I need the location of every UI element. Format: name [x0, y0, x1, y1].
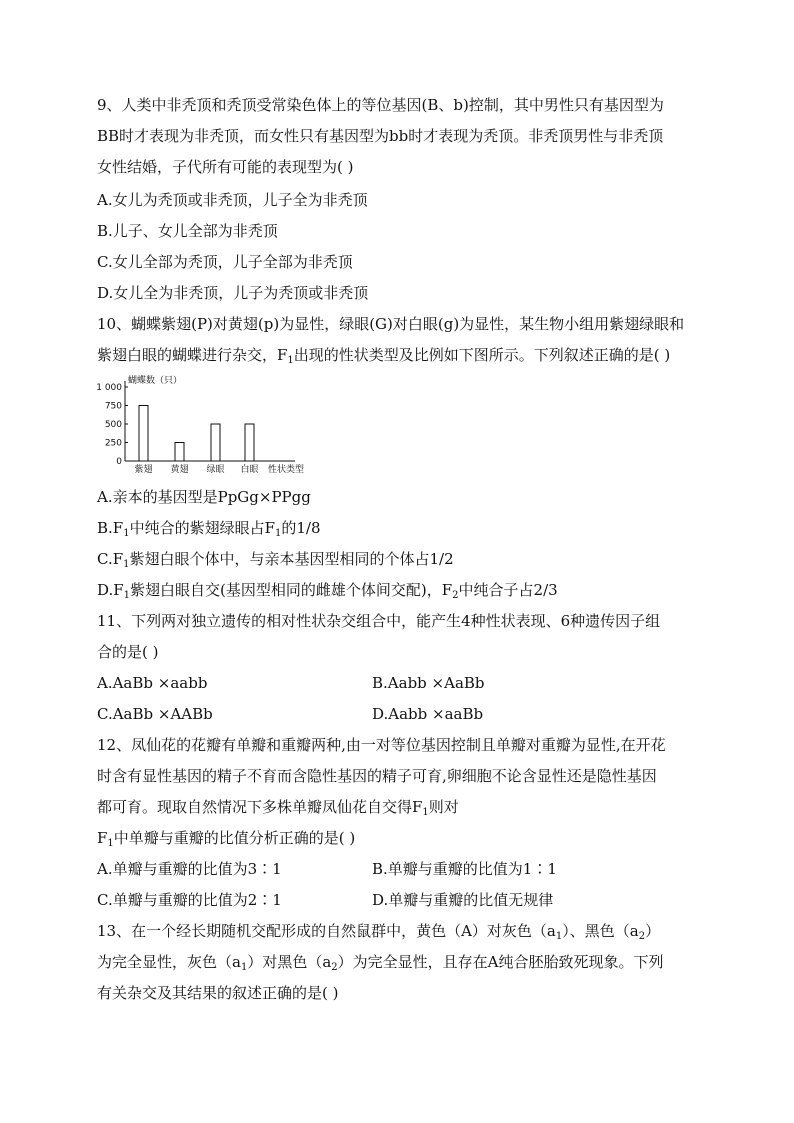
q9-stem-line-2: BB时才表现为非秃顶，而女性只有基因型为bb时才表现为秃顶。非秃顶男性与非秃顶 [97, 127, 664, 145]
q11-option-d: D.Aabb ×aaBb [372, 705, 484, 723]
q11-option-c: C.AaBb ×AABb [97, 705, 213, 723]
q13-stem-line-1: 13、在一个经长期随机交配形成的自然鼠群中，黄色（A）对灰色$(a_1)$、黑色$(a_2)$ [97, 922, 661, 942]
bar-1 [139, 406, 148, 462]
x-tick-label: 紫翅 [134, 465, 153, 475]
bar-4 [245, 424, 254, 461]
q9-stem-line-3: 女性结婚，子代所有可能的表现型为( ) [97, 158, 354, 176]
q11-stem-line-1: 11、下列两对独立遗传的相对性状杂交组合中，能产生4种性状表现、6种遗传因子组 [97, 612, 661, 630]
bar-2 [175, 443, 184, 462]
q10-option-d: $D.F_1$紫翅白眼自交(基因型相同的雌雄个体间交配)，$F_2$中纯合子占2/3 [97, 581, 558, 601]
q10-option-a: A.亲本的基因型是PpGg×PPgg [97, 488, 311, 506]
q10-option-b: $B.F_1$中纯合的紫翅绿眼占$F_1$的1/8 [97, 519, 321, 539]
q13-stem-line-3: 有关杂交及其结果的叙述正确的是( ) [97, 984, 339, 1002]
q10-option-c: $C.F_1$紫翅白眼个体中，与亲本基因型相同的个体占1/2 [97, 550, 454, 570]
y-tick-label: 500 [104, 420, 122, 430]
q10-stem-line-2: 紫翅白眼的蝴蝶进行杂交，$F_1$出现的性状类型及比例如下图所示。下列叙述正确的是( ) [97, 346, 671, 366]
q12-stem-line-3: 都可育。现取自然情况下多株单瓣凤仙花自交得$F_1$则对 [97, 798, 459, 818]
q12-option-c: C.单瓣与重瓣的比值为2∶1 [97, 891, 282, 909]
x-tick-label: 黄翅 [170, 465, 189, 475]
y-tick-label: 1 000 [96, 383, 122, 393]
q9-option-a: A.女儿为秃顶或非秃顶，儿子全为非秃顶 [97, 191, 368, 209]
q12-stem-line-1: 12、凤仙花的花瓣有单瓣和重瓣两种,由一对等位基因控制且单瓣对重瓣为显性,在开花 [97, 736, 666, 754]
q11-option-b: B.Aabb ×AaBb [372, 674, 485, 692]
q9-option-b: B.儿子、女儿全部为非秃顶 [97, 222, 278, 240]
q9-stem-line-1: 9、人类中非秃顶和秃顶受常染色体上的等位基因(B、b)控制，其中男性只有基因型为 [97, 96, 664, 114]
butterfly-count-bar-chart [90, 372, 310, 482]
q9-option-c: C.女儿全部为秃顶，儿子全部为非秃顶 [97, 253, 353, 271]
y-tick-label: 0 [116, 457, 122, 467]
x-axis-label: 性状类型 [268, 465, 305, 475]
y-tick-label: 250 [104, 438, 122, 449]
q12-option-b: B.单瓣与重瓣的比值为1∶1 [372, 860, 557, 878]
q12-option-d: D.单瓣与重瓣的比值无规律 [372, 891, 554, 909]
y-axis-label: 蝴蝶数（只） [128, 376, 183, 386]
q9-option-d: D.女儿全为非秃顶，儿子为秃顶或非秃顶 [97, 284, 369, 302]
y-tick-label: 750 [104, 401, 122, 412]
q13-stem-line-2: 为完全显性，灰色$(a_1)$对黑色$(a_2)$为完全显性，且存在A纯合胚胎致死现象。下列 [97, 953, 664, 973]
x-tick-label: 绿眼 [206, 465, 225, 475]
q11-stem-line-2: 合的是( ) [97, 643, 159, 661]
q12-stem-line-4: $F_1$中单瓣与重瓣的比值分析正确的是( ) [97, 829, 356, 849]
q10-stem-line-1: 10、蝴蝶紫翅(P)对黄翅(p)为显性，绿眼(G)对白眼(g)为显性，某生物小组用紫翅绿眼和 [97, 315, 685, 333]
q11-option-a: A.AaBb ×aabb [97, 674, 208, 692]
x-tick-label: 白眼 [240, 465, 259, 475]
bar-3 [211, 424, 220, 461]
q12-option-a: A.单瓣与重瓣的比值为3∶1 [97, 860, 282, 878]
q12-stem-line-2: 时含有显性基因的精子不育而含隐性基因的精子可育,卵细胞不论含显性还是隐性基因 [97, 767, 657, 785]
